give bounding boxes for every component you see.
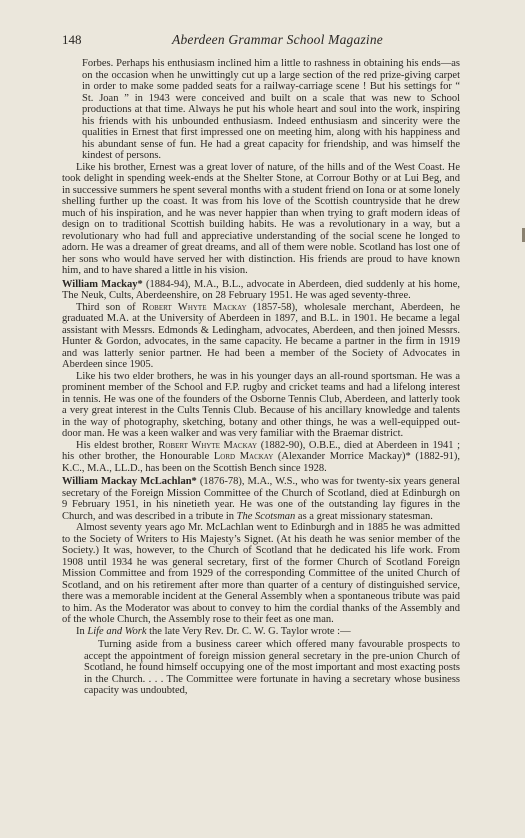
text-run: as a great missionary statesman. (295, 510, 433, 522)
obituary-intro: (1884-94), M.A., B.L., advocate in Aberdeen, died suddenly at his home, The Neuk, Cults, Aberdeenshire, on 28 February 1951. He was aged seventy-three. (62, 278, 460, 301)
person-name: Robert Whyte Mackay (158, 439, 258, 451)
publication-title: The Scotsman (236, 510, 296, 522)
paragraph-mclachlan-career: Almost seventy years ago Mr. McLachlan went to Edinburgh and in 1885 he was admitted to the Society of Writers to His Majesty’s Signet. (At his death he was senior member of the Society.) It was, however, to the Church of Scotland that he dedicated his life work. From 1908 until 1934 he was general secretary, first of the former Church of Scotland Foreign Mission Committee and from 1929 of the corresponding Committee of the united Church of Scotland, and on his retirement after more than quarter of a century of distinguished service, there was a memorable incident at the General Assembly when a spontaneous tribute was paid to him. As the Moderator was about to convey to him the cordial thanks of the Assembly and of the whole Church, the Assembly rose to their feet as one man. (62, 522, 460, 625)
text-run: His eldest brother, (76, 439, 159, 451)
paragraph-mackay-sport: Like his two elder brothers, he was in his younger days an all-round sportsman. He was a prominent member of the School and F.P. rugby and cricket teams and had a lifelong interest in tennis. He was one of the founders of the Osborne Tennis Club, Aberdeen, and latterly took a very great interest in the Cults Tennis Club. Because of his ancillary knowledge and talents in the way of photography, sketching, botany and other things, he was a well-equipped out-door man. He was a keen walker and was very familiar with the Braemar district. (62, 370, 460, 439)
paragraph-mackay-career (62, 302, 460, 371)
text-run: In (76, 625, 88, 637)
paragraph-quote-intro (62, 626, 460, 638)
person-name: Robert Whyte Mackay (142, 301, 247, 313)
running-title: Aberdeen Grammar School Magazine (172, 32, 383, 47)
obituary-intro: (1876-78), M.A., W.S., who was for twenty-six years general secretary of the Foreign Mission Committee of the Church of Scotland, died at Edinburgh on 9 February 1951, in his ninetieth year. He was one of the outstanding lay figures in the Church, and was described in a tribute in (62, 476, 461, 522)
text-run: the late Very Rev. Dr. C. W. G. Taylor wrote :— (146, 625, 351, 637)
obituary-entry-mackay (62, 279, 460, 302)
paragraph-mackay-brothers (62, 440, 460, 475)
obituary-name: William Mackay McLachlan* (62, 476, 197, 487)
page-header (62, 32, 482, 52)
text-run: (1857-58), wholesale merchant, Aberdeen, he graduated M.A. at the University of Aberdeen in 1897, and B.L. in 1901. He became a legal assistant with Messrs. Edmonds & Ledingham, advocates, Aberdeen, and then joined Messrs. Hunter & Gordon, advocates, in the same capacity. He became a partner in the firm in 1919 and was latterly senior partner. He had been a member of the Society of Advocates in Aberdeen since 1905. (62, 301, 460, 370)
text-run: (Alexander Morrice Mackay)* (1882-91), K.C., M.A., LL.D., has been on the Scottish Bench since 1928. (62, 451, 460, 474)
paragraph-ernest-nature: Like his brother, Ernest was a great lover of nature, of the hills and of the West Coast. He took delight in spending week-ends at the Shelter Stone, at Corrour Bothy or at Lui Beg, and in successive summers he spent several months with a student friend on Iona or at some lonely shelling further up the coast. It was from his love of the Scottish countryside that he drew much of his inspiration, and he was never happier than when trying to graft modern ideas of design on to traditional Scottish building habits. He was a revolutionary in a way, but a revolutionary who had full and appreciative understanding of the social scene he longed to adorn. He was a dreamer of great dreams, and all of them were noble. Scotland has lost one of her sons who would have served her with distinction. His friends are proud to have known him, and to have shared a little in his vision. (62, 161, 460, 276)
publication-title: Life and Work (87, 625, 147, 637)
block-quote: Turning aside from a business career which offered many favourable prospects to accept the appointment of foreign mission general secretary in the pre-union Church of Scotland, he found himself occupying one of the most important and most exacting posts in the Church. . . . The Committee were fortunate in having a secretary whose business capacity was undoubted, (84, 639, 460, 696)
text-run: Third son of (76, 301, 143, 313)
obituary-entry-mclachlan (62, 476, 460, 522)
person-name: Lord Mackay (213, 451, 274, 462)
obituary-name: William Mackay* (62, 278, 143, 290)
article-body (62, 58, 460, 697)
paragraph-forbes-continued: Forbes. Perhaps his enthusiasm inclined him a little to rashness in obtaining his ends—as on the occasion when he unwittingly cut up a large section of the red prize-giving carpet in order to make some padded seats for a railway-carriage scene ! But his settings for “ St. Joan ” in 1943 were conceived and built on a scale that was new to School productions at that time. Always he put his whole heart and soul into the work, inspiring his friends with his unbounded enthusiasm. Indeed enthusiasm and sincerity were the qualities in Ernest that first impressed one on meeting him, along with his happiness and his abundant sense of fun. He had a great capacity for friendship, and was himself the kindest of persons. (82, 58, 460, 161)
text-run: (1882-90), O.B.E., died at Aberdeen in 1941 ; his other brother, the Honourable (62, 439, 460, 462)
page-number: 148 (62, 32, 82, 47)
